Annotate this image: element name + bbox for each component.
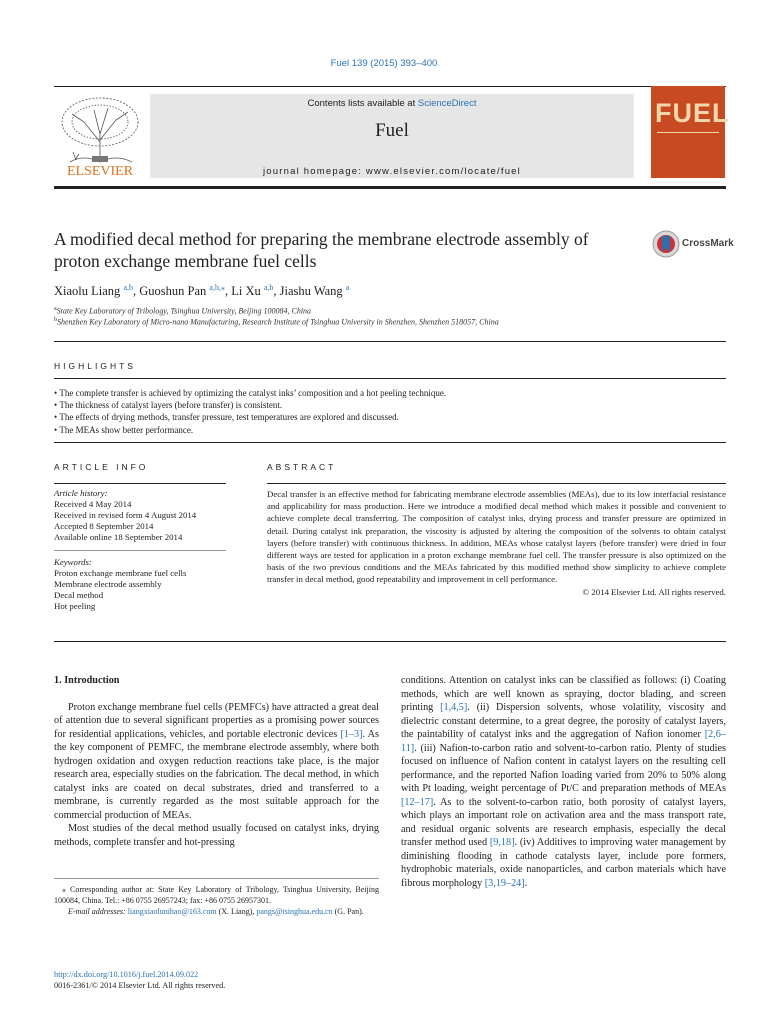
body-left-column xyxy=(54,674,379,849)
email-note: E-mail addresses: liangxiaolunihao@163.com (X. Liang), pangs@tsinghua.edu.cn (G. Pan). xyxy=(68,907,364,916)
abstract-rule xyxy=(267,483,726,484)
abstract-text: Decal transfer is an effective method for fabricating membrane electrode assemblies (MEAs), due to its low interfacial resistance and applicability for mass production. Here we introduce a modified decal method which makes it possible and convenient to achieve complete decal transferring. The composition of catalyst inks, drying process and transfer pressure are optimized in detail. During catalyst ink preparation, the viscosity is adjusted by altering the composition of the solvents to obtain catalyst layers (before transfer) with continuous thickness. In addition, MEAs whose catalyst layers (before transfer) were dried in four different ways are tested for application in a proton exchange membrane fuel cell. The transfer pressure is also optimized on the basis of the two previous conditions and the MEAs fabricated by this modified method show simplicity to achieve complete transfer in decal method, good repeatability and improvement in cell performance. xyxy=(267,489,726,585)
issn-line: 0016-2361/© 2014 Elsevier Ltd. All rights reserved. xyxy=(54,981,226,990)
keyword: Membrane electrode assembly xyxy=(54,579,162,589)
author-name[interactable]: Xiaolu Liang xyxy=(54,284,121,299)
sciencedirect-link[interactable]: ScienceDirect xyxy=(417,98,477,109)
author-affil-marker[interactable]: a xyxy=(345,283,350,292)
article-title: A modified decal method for preparing the membrane electrode assembly of proton exchange membrane fuel cells xyxy=(54,229,589,271)
doi-block xyxy=(54,969,225,991)
reference-link[interactable]: [3,19–24] xyxy=(484,877,525,889)
journal-name: Fuel xyxy=(375,120,409,141)
reference-link[interactable]: [12–17] xyxy=(401,796,434,808)
text-run: . (iii) Nafion-to-carbon ratio and solvent-to-carbon ratio. Plenty of studies focused on influence of Nafion content in catalyst layers on the resulting cell performance, and the reported Nafion loading varied from 20% to 50% along with Pt loading, weight percentage of Pt/C and preparation methods of MEAs xyxy=(401,742,726,794)
text-run: . (iv) Additives to improving water management by diminishing flooding in cathode catalysts layer, include pore formers, hydrophobic materials, oxide nanoparticles, and carbon materials which have fibrous morphology xyxy=(401,837,726,889)
reference-link[interactable]: [1–3] xyxy=(340,728,363,740)
doi-link[interactable]: http://dx.doi.org/10.1016/j.fuel.2014.09.022 xyxy=(54,970,199,979)
keywords-label: Keywords: xyxy=(54,557,92,567)
text-run: . As to the solvent-to-carbon ratio, both porosity of catalyst layers, which plays an important role on activation area and the mass transport rate, and residual organic solvents are research emphasis, especially the decal transfer method used xyxy=(401,796,726,848)
corresponding-author-footnote xyxy=(54,884,379,917)
author-affil-marker[interactable]: a,b xyxy=(263,283,274,292)
journal-homepage[interactable]: journal homepage: www.elsevier.com/locate/fuel xyxy=(263,166,521,177)
header-bottom-rule xyxy=(54,186,726,189)
crossmark-badge[interactable] xyxy=(652,230,732,260)
abstract-heading: ABSTRACT xyxy=(267,462,337,472)
author-affil-marker[interactable]: a,b,⁎ xyxy=(209,283,225,292)
author-name[interactable]: Jiashu Wang xyxy=(279,284,343,299)
contents-line: Contents lists available at ScienceDirect xyxy=(307,98,477,109)
keyword: Proton exchange membrane fuel cells xyxy=(54,568,187,578)
cover-divider xyxy=(657,132,719,133)
text-run: Most studies of the decal method usually focused on catalyst inks, drying methods, complete transfer and hot-pressing xyxy=(54,823,379,848)
front-matter-rule xyxy=(54,641,726,642)
affiliation: $^a$State Key Laboratory of Tribology, Tsinghua University, Beijing 100084, China xyxy=(54,306,312,316)
highlights-heading: HIGHLIGHTS xyxy=(54,361,136,371)
highlight-item: • The thickness of catalyst layers (before transfer) is consistent. xyxy=(54,399,446,411)
article-info-heading: ARTICLE INFO xyxy=(54,462,149,472)
article-info-rule xyxy=(54,483,226,484)
highlight-item: • The complete transfer is achieved by optimizing the catalyst inks’ composition and a hot peeling technique. xyxy=(54,387,446,399)
author-name[interactable]: Li Xu xyxy=(231,284,261,299)
info-divider xyxy=(54,550,226,551)
cover-title: FUEL xyxy=(655,98,730,128)
header-top-rule xyxy=(54,86,726,87)
reference-link[interactable]: [1,4,5] xyxy=(440,702,468,713)
text-run: . As the key component of PEMFC, the membrane electrode assembly, where both hydrogen oxidation and oxygen reduction reactions take place, is the major research area, especially studies on the fabrication. The decal method, in which catalyst inks are coated on decal substrates, dried and transferred to a membrane, is currently regarded as the most suitable approach for the commercial production of MEAs. xyxy=(54,728,379,821)
intro-paragraph xyxy=(54,701,379,823)
highlights-list xyxy=(54,387,446,436)
intro-paragraph xyxy=(54,822,379,849)
history-entry: Accepted 8 September 2014 xyxy=(54,521,154,531)
crossmark-label: CrossMark xyxy=(682,238,734,249)
history-label: Article history: xyxy=(54,488,108,498)
reference-link[interactable]: [2,6–11] xyxy=(401,729,726,754)
keyword: Hot peeling xyxy=(54,601,96,611)
history-entry: Available online 18 September 2014 xyxy=(54,532,183,542)
highlights-bottom-rule xyxy=(54,442,726,443)
keyword: Decal method xyxy=(54,590,104,600)
body-right-column xyxy=(401,674,726,890)
journal-citation[interactable]: Fuel 139 (2015) 393–400 xyxy=(330,58,438,69)
email-link[interactable]: pangs@tsinghua.edu.cn xyxy=(256,907,333,916)
footnote-rule xyxy=(54,878,379,879)
elsevier-logo xyxy=(54,92,146,180)
affiliation: $^b$Shenzhen Key Laboratory of Micro-nano Manufacturing, Research Institute of Tsinghua University in Shenzhen, Shenzhen 518057, China xyxy=(54,317,499,327)
author-list: Xiaolu Liang $^{a,b}$, Guoshun Pan $^{a,b,⁎}$, Li Xu $^{a,b}$, Jiashu Wang $^a$ xyxy=(54,283,350,299)
abstract-copyright: © 2014 Elsevier Ltd. All rights reserved. xyxy=(582,586,726,597)
author-name[interactable]: Guoshun Pan xyxy=(139,284,207,299)
history-entry: Received in revised form 4 August 2014 xyxy=(54,510,197,520)
corresponding-author-note: ⁎ Corresponding author at: State Key Laboratory of Tribology, Tsinghua University, Beijing 100084, China. Tel.: +86 0755 26957243; fax: +86 0755 26957301. xyxy=(54,885,379,905)
highlight-item: • The effects of drying methods, transfer pressure, test temperatures are explored and discussed. xyxy=(54,411,446,423)
article-info xyxy=(54,488,226,612)
author-affil-marker[interactable]: a,b xyxy=(123,283,133,292)
text-run: conditions. Attention on catalyst inks can be classified as follows: (i) Coating methods, which are well known as spraying, doctor blading, and screen printing xyxy=(401,675,726,713)
title-block-rule xyxy=(54,341,726,342)
journal-cover xyxy=(651,86,730,178)
crossmark-icon xyxy=(652,230,680,258)
section-heading: 1. Introduction xyxy=(54,675,120,686)
highlight-item: • The MEAs show better performance. xyxy=(54,424,446,436)
intro-paragraph-continued xyxy=(401,674,726,890)
reference-link[interactable]: [9,18] xyxy=(489,837,515,848)
text-run: . xyxy=(524,877,528,889)
text-run: . (ii) Dispersion solvents, whose volatility, viscosity and dielectric constant determine, to a great degree, the porosity of catalyst layers, the paintability of catalyst inks and the aggregation of Nafion ionomer xyxy=(401,702,726,740)
email-link[interactable]: liangxiaolunihao@163.com xyxy=(127,907,217,916)
abstract-body xyxy=(267,488,726,598)
publisher-wordmark: ELSEVIER xyxy=(66,164,134,179)
journal-banner xyxy=(150,94,634,178)
text-run: Proton exchange membrane fuel cells (PEMFCs) have attracted a great deal of attention due to several significant properties as a promising power sources for residential applications, vehicles, and portable electronic devices xyxy=(54,701,379,740)
highlights-rule xyxy=(54,378,726,379)
history-entry: Received 4 May 2014 xyxy=(54,499,132,509)
